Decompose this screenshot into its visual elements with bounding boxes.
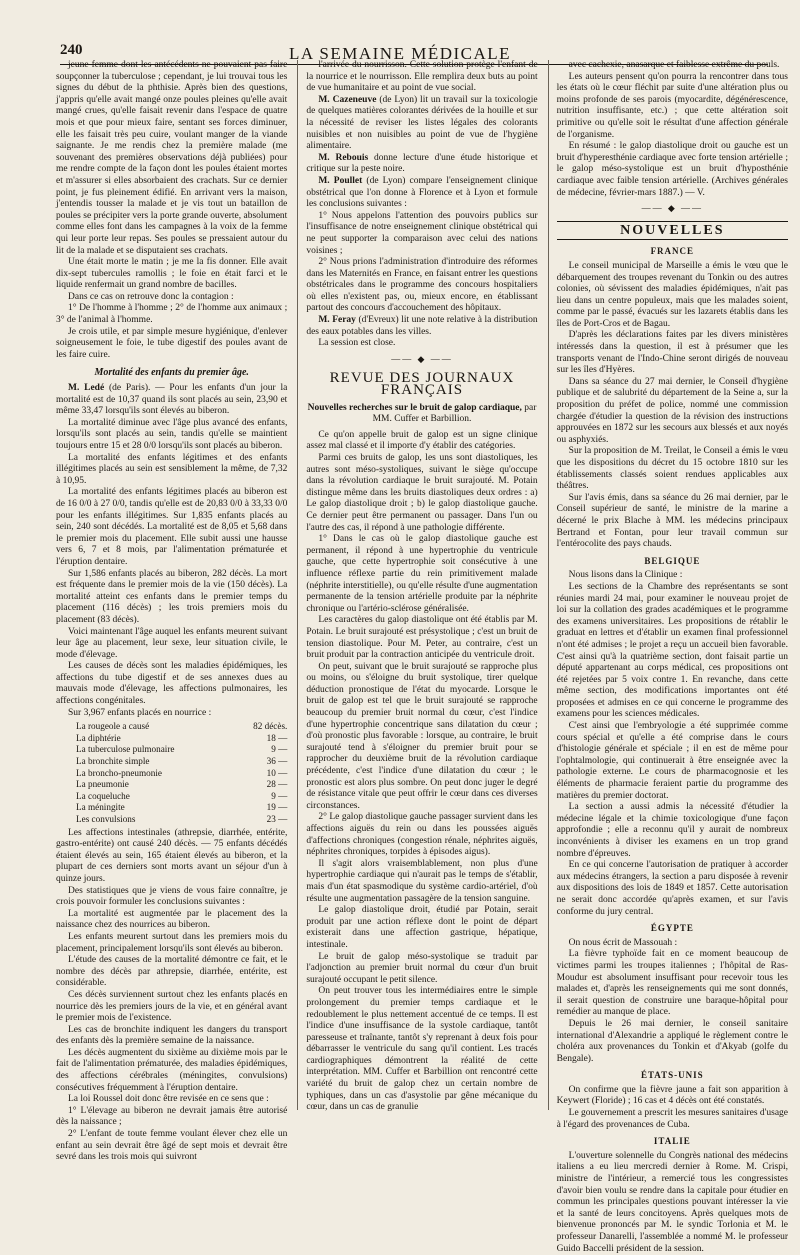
cause-value: 82 décès. bbox=[253, 721, 288, 732]
paragraph: En résumé : le galop diastolique droit ou gauche est un bruit d'hyperesthénie cardiaque avec forte tension artérielle ; le galop méso-systolique est un bruit d'hyposthénie cardiaque avec faible tension artérielle. (Archives générales de médecine, février-mars 1887.) — V. bbox=[556, 141, 788, 198]
cause-label: La coqueluche bbox=[76, 790, 130, 801]
paragraph: La session est close. bbox=[318, 338, 396, 349]
paragraph: En ce qui concerne l'autorisation de pratiquer à accorder aux médecins étrangers, la section a paru disposée à revenir aux dispositions des lois de 1849 et 1857. Cette autorisation ne serait donc accordée qu'après examen, et sur l'avis conforme du jury central. bbox=[556, 860, 788, 917]
paragraph: jeune femme dont les antécédents ne pouvaient pas faire soupçonner la tuberculose ; cependant, je lui trouvai tous les signes du début de la phthisie. Après bien des questions, j'appris qu'elle avait mangé onze poules pleines qu'elle avait mangé crues, qu'elle faisait revenir dans l'espace de quatre mois et que pour mieux faire, sentant ses forces diminuer, elle les faisait très peu cuire, voulant manger de la viande saignante. Je me rendis chez la première malade (me souvenant des premières observations déjà publiées) pour me rendre compte de la façon dont les poules étaient mortes et m'assurer si elles absorbaient des crachats. Sur ce dernier point, je fus pleinement édifié. En arrivant vers la maison, j'entendis tousser la malade et je vis tout un bataillon de poules se précipiter vers la porte grande ouverte, absolument comme elles font dans les campagnes à la voix de la femme qui leur porte leur repas. Ses poules se pressaient autour du lit de la malade et se disputaient ses crachats. bbox=[56, 60, 288, 256]
list-item bbox=[76, 756, 287, 768]
column-right bbox=[548, 60, 788, 1254]
paragraph: Les sections de la Chambre des représentants se sont réunies mardi 24 mai, pour examiner le nouveau projet de loi sur la collation des grades académiques et le programme des examens universitaires. Les propositions de rétablir le graduat en lettres et d'établir un examen final professionnel n'ont été admises ; le projet a reçu un accueil bien favorable. C'est ainsi qu'à la quatrième section, dont faisait partie un député appartenant au corps médical, ces propositions ont été rejetées par 5 voix contre 1. En revanche, dans cette même section, des modifications importantes ont été proposées et admises en ce qui concerne le programme des examens pour les sciences médicales. bbox=[556, 581, 788, 720]
paragraph: Les cas de bronchite indiquent les dangers du transport des enfants dès la première semaine de la naissance. bbox=[56, 1024, 288, 1047]
article-title bbox=[306, 403, 537, 426]
paragraph: Les auteurs pensent qu'on pourra la rencontrer dans tous les états où le cœur fléchit par suite d'une altération plus ou moins profonde de ses parois (myocardite, dégénérescence, nutrition insuffisante, etc.) ; que cette altération soit primitive ou qu'elle soit le résultat d'une affection générale de l'organisme. bbox=[556, 71, 788, 140]
article-authors: par MM. Cuffer et Barbillion. bbox=[372, 402, 537, 425]
country-heading: FRANCE bbox=[650, 246, 695, 257]
paragraph-text: (de Paris). — Pour les enfants d'un jour la mortalité est de 10,37 quand ils sont placés au sein, 23,90 et même 33,47 lorsqu'ils sont élevés au biberon. bbox=[56, 383, 288, 417]
country-heading: BELGIQUE bbox=[644, 555, 701, 566]
paragraph: La section a aussi admis la nécessité d'étudier la médecine légale et la chimie toxicologique d'une façon approfondie ; elle a reconnu qu'il y aurait de nombreux inconvénients à diviser les examens en un trop grand nombre d'épreuves. bbox=[556, 802, 788, 859]
paragraph: Les causes de décès sont les maladies épidémiques, les affections du tube digestif et de ses annexes dues au mauvais mode d'élevage, les affections pulmonaires, les affections congénitales. bbox=[56, 661, 288, 707]
paragraph: L'étude des causes de la mortalité démontre ce fait, et le nombre des décès par athrepsie, diarrhée, entérite, est considérable. bbox=[56, 955, 288, 989]
cause-value: 9 — bbox=[271, 790, 288, 801]
paragraph: L'ouverture solennelle du Congrès national des médecins italiens a eu lieu mercredi dernier à Rome. M. Crispi, ministre de l'intérieur, a remercié tous les congressistes d'avoir bien voulu se rendre dans la capitale pour étudier en commun les principales questions pouvant intéresser la vie et la santé de leurs concitoyens. Après quelques mots de bienvenue prononcés par M. le syndic Torlonia et M. le professeur Danarelli, l'assemblée a nommé M. le professeur Guido Baccelli président de la session. bbox=[556, 1150, 788, 1254]
paragraph: 2° Le galop diastolique gauche passager survient dans les affections aiguës du rein ou dans les poussées aiguës d'affections chroniques (congestion rénale, néphrites aiguës, néphrites chroniques, torpides à épisodes aigus). bbox=[306, 812, 538, 858]
cause-value: 36 — bbox=[266, 756, 288, 767]
paragraph-text: (de Lyon) lit un travail sur la toxicologie de quelques matières colorantes dérivées de la houille et sur la nécessité de reviser les listes légales des colorants nuisibles et non nuisibles au point de vue de l'hygiène alimentaire. bbox=[306, 94, 538, 152]
paragraph: Sur l'avis émis, dans sa séance du 26 mai dernier, par le Conseil supérieur de santé, le ministre de la marine a décerné le prix Blache à MM. les médecins principaux Bertrand et Fontan, pour leur travail commun sur l'entérocolite des pays chauds. bbox=[556, 492, 788, 550]
section-heading: Mortalité des enfants du premier âge. bbox=[94, 367, 249, 379]
paragraph: Une était morte le matin ; je me la fis donner. Elle avait dix-sept tubercules ramollis ; le foie en était farci et le liquide renfermait un grand nombre de bacilles. bbox=[56, 257, 288, 291]
paragraph: Il s'agit alors vraisemblablement, non plus d'une hypertrophie cardiaque qui n'aurait pas le temps de s'établir, mais d'un état spasmodique du système cardio-artériel, d'où résulte une augmentation passagère de la tension sanguine. bbox=[306, 858, 538, 904]
paragraph: Voici maintenant l'âge auquel les enfants meurent suivant leur âge au placement, leur sexe, leur situation civile, le mode d'élevage. bbox=[56, 626, 288, 660]
cause-value: 10 — bbox=[266, 767, 288, 778]
paragraph: Dans sa séance du 27 mai dernier, le Conseil d'hygiène publique et de salubrité du département de la Seine a, sur la proposition du préfet de police, nommé une commission chargée d'étudier la question de la révision des instructions approuvées en 1872 sur les secours aux blessés et aux noyés ou asphyxiés. bbox=[556, 376, 788, 445]
country-heading: ITALIE bbox=[653, 1136, 691, 1147]
paragraph: 1° L'élevage au biberon ne devrait jamais être autorisé dès la naissance ; bbox=[56, 1105, 288, 1128]
speaker-name: M. Cazeneuve bbox=[318, 94, 377, 105]
paragraph: Sur la proposition de M. Treilat, le Conseil a émis le vœu que les dispositions du décret du 15 octobre 1810 sur les établissements classés soient rendues applicables aux théâtres. bbox=[556, 446, 788, 492]
divider-ornament: —— ◆ —— bbox=[391, 353, 453, 364]
cause-value: 9 — bbox=[271, 744, 288, 755]
journal-title: LA SEMAINE MÉDICALE bbox=[288, 44, 512, 63]
paragraph: Ces décès surviennent surtout chez les enfants placés en nourrice dès les premiers jours de la vie, et en général avant le premier mois de l'existence. bbox=[56, 989, 288, 1024]
paragraph: C'est ainsi que l'embryologie a été supprimée comme cours spécial et qu'elle a été comprise dans le cours d'histologie générale et spéciale ; il en est de même pour l'ophtalmologie, qui continuerait à être enseignée avec la pathologie externe. Le cours de pharmacognosie et les éléments de pharmacie feraient partie du programme des matières du premier doctorat. bbox=[556, 721, 788, 801]
page-number: 240 bbox=[60, 42, 83, 58]
paragraph-text: (d'Evreux) lit une note relative à la distribution des eaux potables dans les villes. bbox=[306, 315, 538, 337]
paragraph: Parmi ces bruits de galop, les uns sont diastoliques, les autres sont méso-systoliques, suivant le siège qu'occupe dans la révolution cardiaque le bruit surajouté. M. Potain distingue même dans les bruits diastoliques deux ordres : a) Le galop diastolique droit ; b) le galop diastolique gauche. Ce dernier peut être permanent ou passager. Dans l'un ou l'autre des cas, il répond à une pathologie différente. bbox=[306, 453, 538, 533]
cause-label: La rougeole a causé bbox=[76, 721, 150, 732]
column-middle bbox=[297, 60, 538, 1113]
paragraph: Sur 1,586 enfants placés au biberon, 282 décès. La mort est fréquente dans le premier mois de la vie (150 décès). La mortalité atteint ces enfants dans le premier temps du placement (116 décès) ; les trois premiers mois du placement (83 décès). bbox=[56, 568, 288, 625]
paragraph: Les caractères du galop diastolique ont été établis par M. Potain. Le bruit surajouté est présystolique ; c'est un bruit de tension diastolique. Pour M. Peter, au contraire, c'est un bruit produit par la contraction anticipée du ventricule droit. bbox=[306, 615, 538, 661]
cause-label: La méningite bbox=[76, 802, 125, 813]
section-title-revue: REVUE DES JOURNAUX FRANÇAIS bbox=[329, 370, 515, 399]
list-item bbox=[76, 779, 287, 791]
paragraph: 1° De l'homme à l'homme ; 2° de l'homme aux animaux ; 3° de l'animal à l'homme. bbox=[56, 303, 288, 326]
article-columns bbox=[56, 60, 788, 1254]
paragraph: La loi Roussel doit donc être revisée en ce sens que : bbox=[68, 1094, 269, 1105]
paragraph: 1° Dans le cas où le galop diastolique gauche est permanent, il répond à une hypertrophie du ventricule gauche, que cette hypertrophie soit consécutive à une influence réflexe partie du rein primitivement malade (néphrite interstitielle), ou qu'elle résulte d'une augmentation permanente de la tension artérielle produite par la néphrite chronique ou l'artério-sclérose généralisée. bbox=[306, 534, 538, 614]
cause-value: 28 — bbox=[266, 779, 288, 790]
country-heading: ÉGYPTE bbox=[650, 923, 694, 934]
list-item bbox=[76, 768, 287, 780]
paragraph-text: (de Lyon) compare l'enseignement clinique obstétrical que l'on donne à Florence et à Lyon et formule les conclusions suivantes : bbox=[306, 175, 538, 210]
paragraph: La mortalité des enfants légitimes placés au biberon est de 16 0/0 à 27 0/0, tandis qu'elle est de 20,83 0/0 à 33,33 0/0 pour les enfants illégitimes. Sur 1,835 enfants placés au sein, 240 sont décédés. La mortalité est de 8,05 et 5,68 dans le premier mois du placement. Elle subit aussi une hausse vers 6, 7 et 8 mois, par l'alimentation prématurée et l'éruption dentaire. bbox=[56, 487, 288, 567]
paragraph: Le bruit de galop méso-systolique se traduit par l'adjonction au premier bruit normal du cœur d'un bruit surajouté occupant le petit silence. bbox=[306, 951, 538, 985]
paragraph: Nous lisons dans la Clinique : bbox=[568, 570, 683, 581]
section-title-nouvelles: NOUVELLES bbox=[557, 221, 788, 241]
paragraph: D'après les déclarations faites par les divers ministères intéressés dans la question, il est à présumer que les transports venant de l'Indo-Chine seront dirigés de nouveau sur les îles d'Hyères. bbox=[556, 330, 788, 376]
country-heading: ÉTATS-UNIS bbox=[640, 1070, 704, 1081]
paragraph bbox=[306, 176, 537, 211]
paragraph: Ce qu'on appelle bruit de galop est un signe clinique assez mal classé et il importe d'y établir des catégories. bbox=[306, 429, 538, 452]
paragraph: Le galop diastolique droit, étudié par Potain, serait produit par une action réflexe dont le point de départ existerait dans une affection gastrique, hépatique, intestinale. bbox=[306, 905, 538, 950]
cause-label: La diphtérie bbox=[76, 732, 121, 743]
cause-label: La broncho-pneumonie bbox=[76, 767, 162, 778]
page-header bbox=[22, 14, 778, 63]
paragraph: La fièvre typhoïde fait en ce moment beaucoup de victimes parmi les troupes italiennes ; l'hôpital de Ras-Moudur est absolument insuffisant pour recevoir tous les malades et, d'après les renseignements qui me sont donnés, il serait question de construire une baraque-hôpital pour remédier au manque de place. bbox=[556, 949, 788, 1018]
paragraph: La mortalité des enfants légitimes et des enfants illégitimes placés au sein est sensiblement la même, de 7,32 à 10,95. bbox=[56, 452, 288, 486]
causes-list bbox=[76, 721, 287, 825]
column-left bbox=[56, 60, 288, 1163]
cause-value: 19 — bbox=[266, 802, 288, 813]
paragraph: Le gouvernement a prescrit les mesures sanitaires d'usage à l'égard des provenances de Cuba. bbox=[556, 1108, 788, 1130]
paragraph: Je crois utile, et par simple mesure hygiénique, d'enlever soigneusement le foie, le tube digestif des poules avant de les faire cuire. bbox=[56, 326, 288, 360]
paragraph: Des statistiques que je viens de vous faire connaître, je crois pouvoir formuler les conclusions suivantes : bbox=[56, 885, 288, 908]
paragraph: On peut, suivant que le bruit surajouté se rapproche plus ou moins, ou s'éloigne du bruit systolique, tirer quelque déduction pronostique de l'état du myocarde. Lorsque le bruit de galop est tel que le bruit surajouté se rapproche beaucoup du premier bruit normal du cœur, c'est l'indice d'une hypertrophie concentrique sans dilatation du cœur ; d'où pronostic plus favorable : lorsque, au contraire, le bruit surajouté tend à s'éloigner du premier bruit pour se rapprocher du deuxième bruit de la révolution cardiaque précédente, c'est l'indice d'une dilatation du cœur ; le pronostic est alors plus sombre. On peut donc juger le degré de résistance vitale que peut offrir le cœur dans ces diverses circonstances. bbox=[306, 661, 538, 811]
speaker-name: M. Rebouis bbox=[318, 152, 369, 163]
paragraph: avec cachexie, anasarque et faiblesse extrême du pouls. bbox=[568, 60, 780, 70]
paragraph bbox=[306, 315, 537, 338]
paragraph: Depuis le 26 mai dernier, le conseil sanitaire international d'Alexandrie a appliqué le règlement contre le choléra aux provenances du Tonkin et d'Akyab (golfe du Bengale). bbox=[556, 1018, 788, 1064]
paragraph: Sur 3,967 enfants placés en nourrice : bbox=[68, 707, 212, 718]
divider-ornament: —— ◆ —— bbox=[641, 203, 704, 214]
paragraph: Les affections intestinales (athrepsie, diarrhée, entérite, gastro-entérite) ont causé 240 décès. — 75 enfants décédés étaient élevés au sein, 165 étaient élevés au biberon, et la plupart de ces derniers sont morts avant un séjour d'un à quinze jours. bbox=[56, 827, 288, 884]
cause-value: 23 — bbox=[266, 814, 288, 824]
list-item bbox=[76, 814, 287, 826]
speaker-name: M. Ledé bbox=[68, 383, 105, 394]
speaker-name: M. Feray bbox=[318, 315, 356, 326]
article-title-text: Nouvelles recherches sur le bruit de galop cardiaque, bbox=[307, 402, 522, 413]
paragraph: La mortalité est augmentée par le placement des la naissance chez des nourrices au biberon. bbox=[56, 908, 288, 931]
list-item bbox=[76, 733, 287, 745]
paragraph: On confirme que la fièvre jaune a fait son apparition à Keywert (Floride) ; 16 cas et 4 décès ont été constatés. bbox=[556, 1084, 788, 1107]
paragraph: On peut trouver tous les intermédiaires entre le simple prolongement du premier temps cardiaque et le redoublement le plus nettement accentué de ce temps. Il est l'indice d'une insuffisance de la systole cardiaque, tantôt paresseuse et traînante, tantôt s'y reprenant à deux fois pour débarrasser le ventricule du sang qu'il contient. Les tracés cardiographiques démontrent la réalité de cette interprétation. MM. Cuffer et Barbillion ont rencontré cette variété du bruit de galop chez un certain nombre de typhiques, dans un cas d'asystolie par gêne mécanique du cœur, dans un cas de granulie bbox=[306, 986, 538, 1113]
speaker-name: M. Poullet bbox=[318, 175, 363, 186]
cause-label: La bronchite simple bbox=[76, 756, 150, 767]
paragraph bbox=[56, 383, 287, 418]
paragraph bbox=[306, 95, 537, 153]
cause-label: Les convulsions bbox=[76, 814, 136, 824]
list-item bbox=[76, 791, 287, 803]
paragraph: On nous écrit de Massouah : bbox=[568, 937, 678, 948]
paragraph-text: donne lecture d'une étude historique et critique sur la peste noire. bbox=[306, 152, 538, 175]
list-item bbox=[76, 802, 287, 814]
paragraph: 2° L'enfant de toute femme voulant élever chez elle un enfant au sein devrait être âgé de sept mois et devrait être sevré dans les trois mois qui suivront bbox=[56, 1129, 288, 1163]
list-item bbox=[76, 721, 287, 733]
paragraph: Les enfants meurent surtout dans les premiers mois du placement, principalement lorsqu'ils sont élevés au biberon. bbox=[56, 931, 288, 954]
paragraph: Dans ce cas on retrouve donc la contagion : bbox=[68, 291, 234, 302]
paragraph: Les décès augmentent du sixième au dixième mois par le fait de l'alimentation prématurée, des maladies épidémiques, des affections cérébrales (méningites, convulsions) consécutives fréquemment à l'éruption dentaire. bbox=[56, 1047, 288, 1093]
list-item bbox=[76, 744, 287, 756]
paragraph: Le conseil municipal de Marseille a émis le vœu que le débarquement des troupes revenant du Tonkin ou des autres colonies, où sévissent des maladies épidémiques, n'ait pas lieu dans un centre populeux, mais que les malades soient, comme par le passé, évacués sur les lazarets établis dans les îles de Port-Cros et de Bagau. bbox=[556, 260, 788, 329]
paragraph: La mortalité diminue avec l'âge plus avancé des enfants, lorsqu'ils sont placés au sein, tandis qu'elle se maintient toujours entre 15 et 28 0/0 lorsqu'ils sont placés au biberon. bbox=[56, 417, 288, 451]
paragraph: 1° Nous appelons l'attention des pouvoirs publics sur l'insuffisance de notre enseignement clinique obstétrical qui ne peut supporter la comparaison avec celui des nations voisines ; bbox=[306, 210, 538, 256]
paragraph: 2° Nous prions l'administration d'introduire des réformes dans les Maternités en France, en faisant entrer les questions obstétricales dans le programme des concours hospitaliers où elles n'existent pas, ou, mieux encore, en établissant partout des concours d'accouchement des hôpitaux. bbox=[306, 257, 538, 314]
cause-label: La pneumonie bbox=[76, 779, 129, 790]
paragraph bbox=[306, 153, 537, 176]
cause-label: La tuberculose pulmonaire bbox=[76, 744, 175, 755]
cause-value: 18 — bbox=[266, 732, 288, 743]
paragraph: l'arrivée du nourrisson. Cette solution protège l'enfant de la nourrice et le nourrisson. Elle remplira deux buts au point de vue humanitaire et au point de vue social. bbox=[306, 60, 538, 94]
